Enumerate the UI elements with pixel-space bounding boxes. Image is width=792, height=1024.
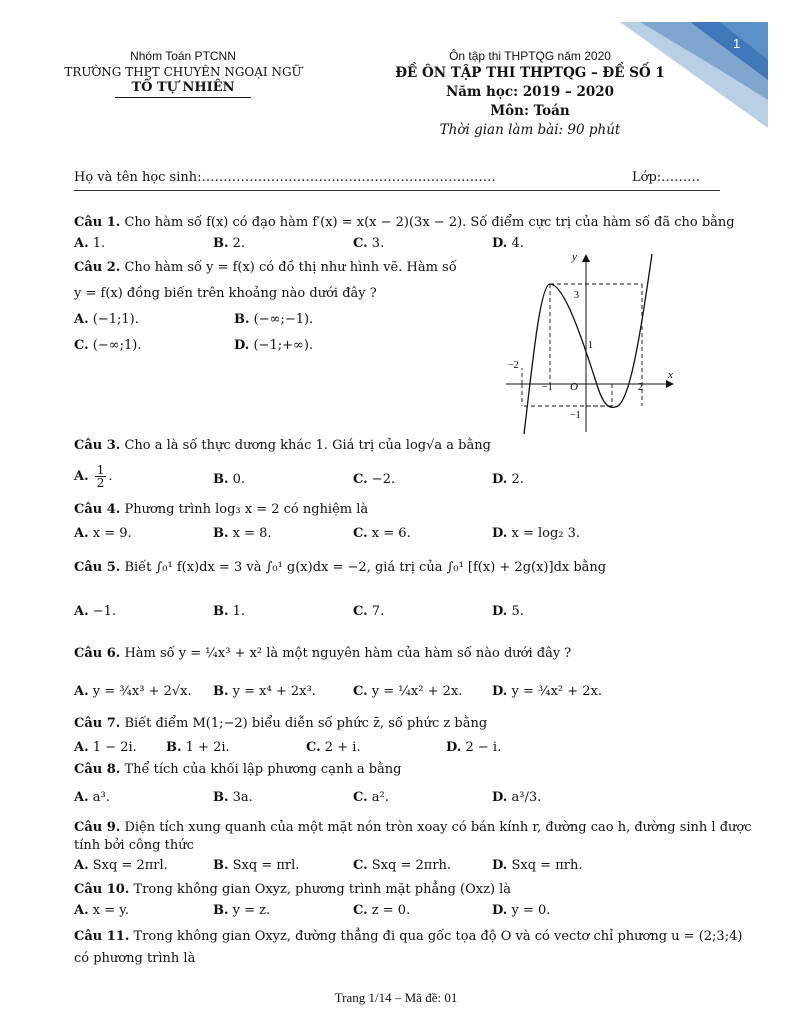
q4-text: Phương trình log₃ x = 2 có nghiệm là xyxy=(124,502,369,517)
q2-label: Câu 2. xyxy=(74,260,121,275)
q7-text: Biết điểm M(1;−2) biểu diễn số phức z̄, số phức z bằng xyxy=(124,716,488,731)
question-1 xyxy=(74,215,735,231)
q2-option-a[interactable]: A. (−1;1). xyxy=(74,312,139,327)
question-6 xyxy=(74,646,571,662)
q8-label: Câu 8. xyxy=(74,762,121,777)
x-axis-arrow xyxy=(666,380,674,388)
q3-text: Cho a là số thực dương khác 1. Giá trị của log√a a bằng xyxy=(124,438,491,453)
exam-title: ĐỀ ÔN TẬP THI THPTQG – ĐỀ SỐ 1 xyxy=(395,65,665,81)
q5-option-b[interactable]: B. 1. xyxy=(213,604,246,619)
q9-text-line2: tính bởi công thức xyxy=(74,838,194,853)
q2-option-d[interactable]: D. (−1;+∞). xyxy=(234,338,314,353)
tick-y-3: 3 xyxy=(574,290,579,301)
q5-label: Câu 5. xyxy=(74,560,121,575)
q8-option-c[interactable]: C. a². xyxy=(353,790,389,805)
q6-label: Câu 6. xyxy=(74,646,121,661)
q6-text: Hàm số y = ¼x³ + x² là một nguyên hàm của hàm số nào dưới đây ? xyxy=(124,646,572,661)
question-11 xyxy=(74,929,742,945)
q5-option-d[interactable]: D. 5. xyxy=(492,604,524,619)
q9-option-a[interactable]: A. Sxq = 2πrl. xyxy=(74,858,168,873)
q9-option-b[interactable]: B. Sxq = πrl. xyxy=(213,858,300,873)
student-class-line: Lớp:……… xyxy=(632,170,701,185)
page-number: 1 xyxy=(733,36,741,51)
time-limit: Thời gian làm bài: 90 phút xyxy=(439,122,621,138)
question-5 xyxy=(74,560,606,576)
q10-option-c[interactable]: C. z = 0. xyxy=(353,903,411,918)
q3-option-a[interactable]: A. $\frac{1}{2}$ . xyxy=(74,463,113,490)
q3-option-d[interactable]: D. 2. xyxy=(492,472,524,487)
question-8 xyxy=(74,762,401,778)
q7-label: Câu 7. xyxy=(74,716,121,731)
q1-text: Cho hàm số f(x) có đạo hàm f′(x) = x(x − 2)(3x − 2). Số điểm cực trị của hàm số đã cho bằng xyxy=(124,215,735,230)
origin-label: O xyxy=(570,381,578,393)
question-9 xyxy=(74,820,752,836)
review-title: Ôn tập thi THPTQG năm 2020 xyxy=(449,49,611,63)
q7-option-d[interactable]: D. 2 − i. xyxy=(446,740,502,755)
q4-label: Câu 4. xyxy=(74,502,121,517)
q10-text: Trong không gian Oxyz, phương trình mặt phẳng (Oxz) là xyxy=(133,882,512,897)
q3-option-b[interactable]: B. 0. xyxy=(213,472,246,487)
q3-option-c[interactable]: C. −2. xyxy=(353,472,396,487)
q2-text-line2: y = f(x) đồng biến trên khoảng nào dưới đây ? xyxy=(74,286,377,301)
q10-option-a[interactable]: A. x = y. xyxy=(74,903,130,918)
q10-label: Câu 10. xyxy=(74,882,130,897)
q2-option-c[interactable]: C. (−∞;1). xyxy=(74,338,142,353)
q9-text-line1: Diện tích xung quanh của một mặt nón tròn xoay có bán kính r, đường cao h, đường sinh l được xyxy=(124,820,752,835)
q3-a-fraction: $\frac{1}{2}$ xyxy=(96,463,105,490)
tick-x-neg2: −2 xyxy=(508,360,519,371)
q10-option-b[interactable]: B. y = z. xyxy=(213,903,271,918)
q10-option-d[interactable]: D. y = 0. xyxy=(492,903,551,918)
x-axis-label: x xyxy=(668,369,673,381)
q5-text: Biết ∫₀¹ f(x)dx = 3 và ∫₀¹ g(x)dx = −2, giá trị của ∫₀¹ [f(x) + 2g(x)]dx bằng xyxy=(124,560,607,575)
q2-option-b[interactable]: B. (−∞;−1). xyxy=(234,312,314,327)
q4-option-a[interactable]: A. x = 9. xyxy=(74,526,132,541)
dept-underline xyxy=(115,97,251,98)
page-footer: Trang 1/14 – Mã đề: 01 xyxy=(334,990,458,1005)
q4-option-d[interactable]: D. x = log₂ 3. xyxy=(492,526,581,541)
q6-option-d[interactable]: D. y = ¾x² + 2x. xyxy=(492,684,603,699)
y-axis-label: y xyxy=(572,251,577,263)
q4-option-b[interactable]: B. x = 8. xyxy=(213,526,272,541)
q1-label: Câu 1. xyxy=(74,215,121,230)
q9-option-c[interactable]: C. Sxq = 2πrh. xyxy=(353,858,452,873)
subject: Môn: Toán xyxy=(490,103,570,119)
school-name: TRƯỜNG THPT CHUYÊN NGOẠI NGỮ xyxy=(64,65,302,79)
y-axis-arrow xyxy=(582,254,590,262)
student-name-line: Họ và tên học sinh:…………………………..……………………………… xyxy=(74,170,496,185)
q1-option-d[interactable]: D. 4. xyxy=(492,236,524,251)
q1-option-b[interactable]: B. 2. xyxy=(213,236,246,251)
tick-y-1: 1 xyxy=(588,340,593,351)
question-2 xyxy=(74,260,457,276)
q5-option-c[interactable]: C. 7. xyxy=(353,604,385,619)
tick-x-2: 2 xyxy=(638,382,643,393)
q7-option-a[interactable]: A. 1 − 2i. xyxy=(74,740,137,755)
q6-option-b[interactable]: B. y = x⁴ + 2x³. xyxy=(213,684,316,699)
q8-option-b[interactable]: B. 3a. xyxy=(213,790,253,805)
question-10 xyxy=(74,882,511,898)
q6-option-a[interactable]: A. y = ¾x³ + 2√x. xyxy=(74,684,192,699)
q5-option-a[interactable]: A. −1. xyxy=(74,604,117,619)
question-7 xyxy=(74,716,487,732)
q8-text: Thể tích của khối lập phương cạnh a bằng xyxy=(124,762,402,777)
function-graph xyxy=(502,248,680,436)
q9-option-d[interactable]: D. Sxq = πrh. xyxy=(492,858,583,873)
q6-option-c[interactable]: C. y = ¼x² + 2x. xyxy=(353,684,463,699)
header-divider xyxy=(74,190,720,191)
tick-x-neg1: −1 xyxy=(542,382,553,393)
department: TỔ TỰ NHIÊN xyxy=(131,80,235,95)
q7-option-c[interactable]: C. 2 + i. xyxy=(306,740,361,755)
tick-y-neg1: −1 xyxy=(570,410,581,421)
q8-option-a[interactable]: A. a³. xyxy=(74,790,110,805)
q8-option-d[interactable]: D. a³/3. xyxy=(492,790,542,805)
q1-option-c[interactable]: C. 3. xyxy=(353,236,385,251)
q1-option-a[interactable]: A. 1. xyxy=(74,236,106,251)
group-name: Nhóm Toán PTCNN xyxy=(130,49,236,63)
question-3 xyxy=(74,438,491,454)
header-right xyxy=(385,48,675,140)
q11-text-line2: có phương trình là xyxy=(74,951,196,966)
q9-label: Câu 9. xyxy=(74,820,121,835)
q7-option-b[interactable]: B. 1 + 2i. xyxy=(166,740,230,755)
q4-option-c[interactable]: C. x = 6. xyxy=(353,526,411,541)
q3-label: Câu 3. xyxy=(74,438,121,453)
q2-text-line1: Cho hàm số y = f(x) có đồ thị như hình vẽ. Hàm số xyxy=(124,260,457,275)
q11-label: Câu 11. xyxy=(74,929,130,944)
question-4 xyxy=(74,502,368,518)
q11-text-line1: Trong không gian Oxyz, đường thẳng đi qua gốc tọa độ O và có vectơ chỉ phương u = (2;3;4) xyxy=(133,929,743,944)
school-year: Năm học: 2019 – 2020 xyxy=(445,84,615,100)
header-left xyxy=(58,48,308,98)
guide-lines xyxy=(522,284,642,406)
